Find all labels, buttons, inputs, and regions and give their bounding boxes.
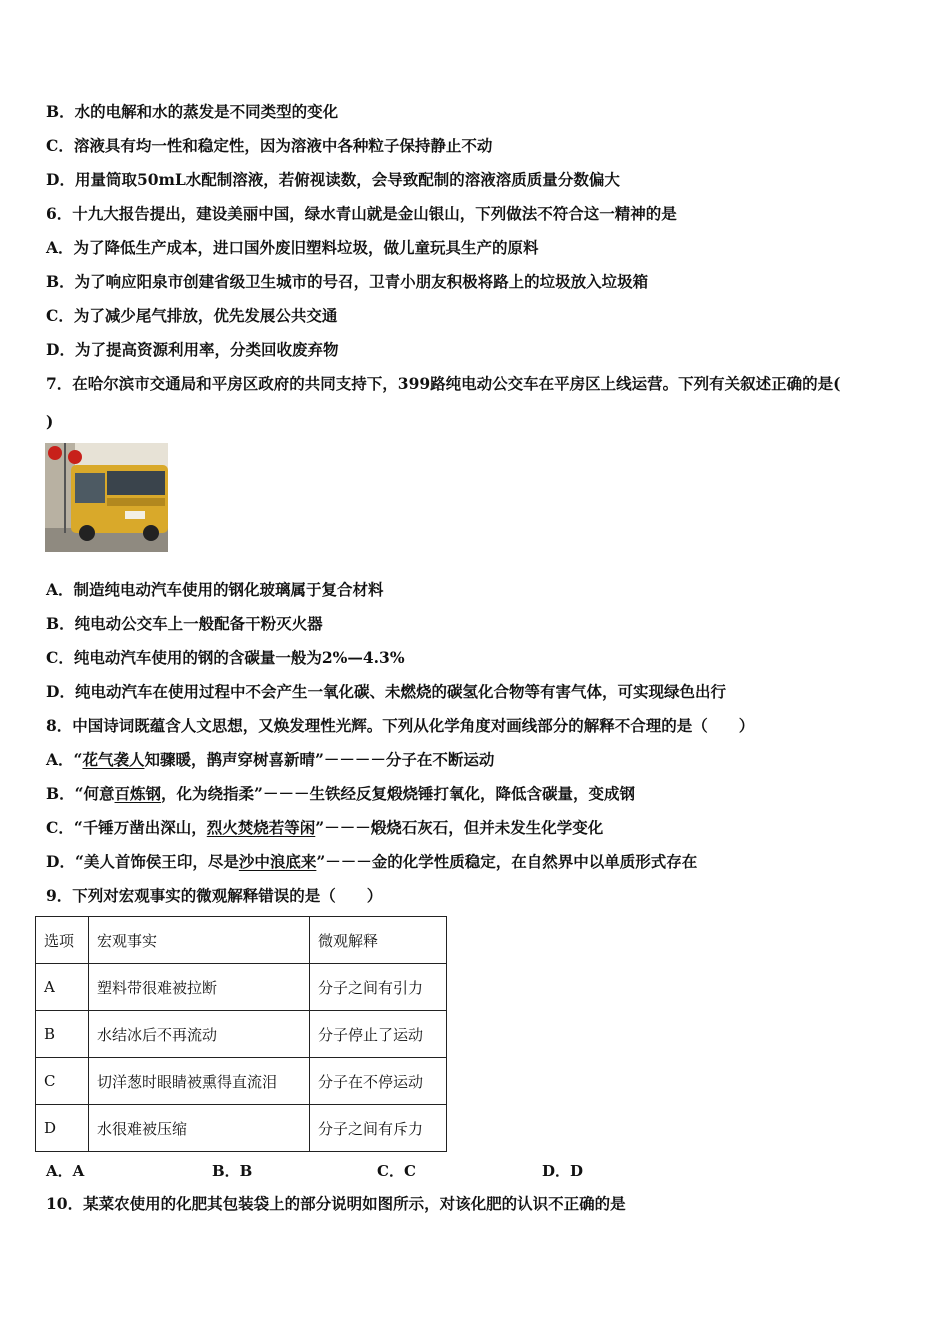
table-cell: 分子之间有引力 [310,964,447,1011]
q5-option-b: B．水的电解和水的蒸发是不同类型的变化 [46,102,339,121]
q8-a-suffix: 知骤暖，鹊声穿树喜新晴”－－－－分子在不断运动 [144,750,495,769]
q7-option-a: A．制造纯电动汽车使用的钢化玻璃属于复合材料 [46,580,384,599]
q8-option-a [46,750,494,770]
q8-option-c [46,818,603,838]
lantern-icon [68,450,82,464]
q8-option-d [46,852,697,872]
table-cell: 水很难被压缩 [89,1105,310,1152]
q5-option-d: D．用量筒取50mL水配制溶液，若俯视读数，会导致配制的溶液溶质质量分数偏大 [46,170,620,189]
q7-stem-close: ) [46,412,54,431]
q6-option-a: A．为了降低生产成本，进口国外废旧塑料垃圾，做儿童玩具生产的原料 [46,238,539,257]
table-cell: 塑料带很难被拉断 [89,964,310,1011]
q7-option-b: B．纯电动公交车上一般配备干粉灭火器 [46,614,323,633]
q8-stem: 8．中国诗词既蕴含人文思想，又焕发理性光辉。下列从化学角度对画线部分的解释不合理的是（ ） [46,716,755,735]
q9-option-b: B．B [212,1162,253,1180]
q9-option-a: A．A [46,1162,85,1180]
q8-c-prefix: C．“千锤万凿出深山， [46,818,207,837]
q10-stem: 10．某菜农使用的化肥其包装袋上的部分说明如图所示，对该化肥的认识不正确的是 [46,1194,626,1213]
table-row [36,1011,447,1058]
q8-a-prefix: A．“ [46,750,83,769]
q6-stem: 6．十九大报告提出，建设美丽中国，绿水青山就是金山银山，下列做法不符合这一精神的是 [46,204,677,223]
table-row [36,1105,447,1152]
lantern-icon [48,446,62,460]
table-row [36,1058,447,1105]
table-header-cell: 宏观事实 [89,917,310,964]
table-cell: C [36,1058,89,1105]
table-cell: B [36,1011,89,1058]
q5-option-c: C．溶液具有均一性和稳定性，因为溶液中各种粒子保持静止不动 [46,136,493,155]
bus-illustration [45,443,168,552]
bus-photo [45,443,168,552]
table-row [36,964,447,1011]
table-cell: 分子之间有斥力 [310,1105,447,1152]
q8-c-underlined: 烈火焚烧若等闲 [206,818,316,837]
q8-d-underlined: 沙中浪底来 [238,852,317,871]
q8-b-prefix: B．“何意 [46,784,115,803]
q8-option-b [46,784,635,804]
q7-stem: 7．在哈尔滨市交通局和平房区政府的共同支持下，399路纯电动公交车在平房区上线运营。下列有关叙述正确的是( [46,374,841,393]
table-cell: 分子停止了运动 [310,1011,447,1058]
table-cell: A [36,964,89,1011]
q7-option-d: D．纯电动汽车在使用过程中不会产生一氧化碳、未燃烧的碳氢化合物等有害气体，可实现绿色出行 [46,682,726,701]
table-header-row [36,917,447,964]
q8-d-prefix: D．“美人首饰侯王印，尽是 [46,852,239,871]
table-cell: D [36,1105,89,1152]
q7-option-c: C．纯电动汽车使用的钢的含碳量一般为2%—4.3% [46,648,405,667]
q6-option-c: C．为了减少尾气排放，优先发展公共交通 [46,306,338,325]
q8-b-suffix: ，化为绕指柔”－－－生铁经反复煅烧锤打氧化，降低含碳量，变成钢 [161,784,635,803]
q9-table [35,916,447,1152]
q9-stem: 9．下列对宏观事实的微观解释错误的是（ ） [46,886,383,905]
q6-option-b: B．为了响应阳泉市创建省级卫生城市的号召，卫青小朋友积极将路上的垃圾放入垃圾箱 [46,272,649,291]
q8-b-underlined: 百炼钢 [114,784,162,803]
table-cell: 切洋葱时眼睛被熏得直流泪 [89,1058,310,1105]
q8-c-suffix: ”－－－煅烧石灰石，但并未发生化学变化 [315,818,604,837]
q8-a-underlined: 花气袭人 [82,750,145,769]
q9-option-c: C．C [377,1162,416,1180]
q9-option-d: D．D [542,1162,584,1180]
q6-option-d: D．为了提高资源利用率，分类回收废弃物 [46,340,339,359]
table-cell: 水结冰后不再流动 [89,1011,310,1058]
q8-d-suffix: ”－－－金的化学性质稳定，在自然界中以单质形式存在 [316,852,698,871]
table-cell: 分子在不停运动 [310,1058,447,1105]
table-header-cell: 微观解释 [310,917,447,964]
table-header-cell: 选项 [36,917,89,964]
